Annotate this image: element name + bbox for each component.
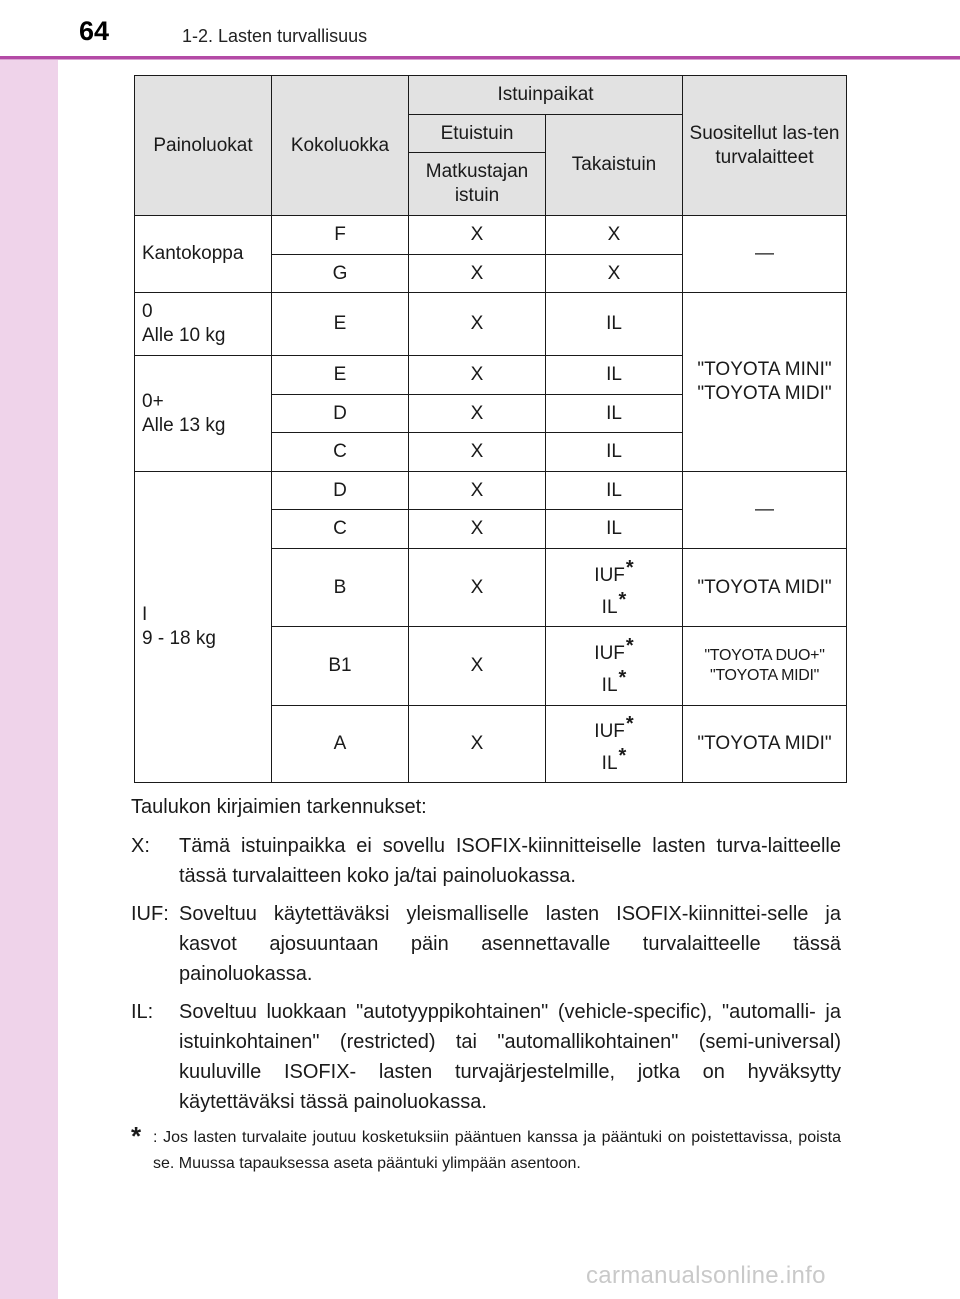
header-passenger-seat: Matkustajan istuin (409, 153, 546, 216)
size-cell: A (272, 706, 409, 783)
header-weight-class: Painoluokat (135, 76, 272, 216)
group-weight: 9 - 18 kg (142, 628, 216, 649)
note-key: IUF: (131, 903, 169, 925)
notes-intro: Taulukon kirjaimien tarkennukset: (131, 796, 427, 818)
recommended-cell: "TOYOTA MIDI" (683, 549, 847, 627)
table-row (135, 472, 847, 510)
footnote-mark: * (131, 1121, 142, 1151)
rear-seat-cell: X (546, 255, 683, 293)
rec-toyota-midi: "TOYOTA MIDI" (709, 667, 820, 684)
size-cell: F (272, 216, 409, 255)
header-size-class: Kokoluokka (272, 76, 409, 216)
group-label: 0+ (142, 390, 164, 412)
footnote-asterisk: * (618, 745, 627, 767)
header-seating-positions: Istuinpaikat (409, 76, 683, 115)
rear-seat-cell: IL (546, 510, 683, 549)
page-number: 64 (79, 16, 110, 46)
size-cell: E (272, 356, 409, 395)
footnote-asterisk: * (625, 713, 634, 736)
footnote-text: : Jos lasten turvalaite joutuu kosketuksiin pääntuen kanssa ja pääntuki on poistettavissa, poista se. Muussa tapauksessa aseta pääntuki ylimpään asentoon. (153, 1129, 841, 1172)
group-0 (135, 293, 272, 356)
footnote-asterisk: * (625, 556, 634, 579)
page-header (0, 0, 960, 57)
size-cell: D (272, 395, 409, 433)
note-item (131, 899, 841, 989)
note-key: IL: (131, 1001, 154, 1023)
group-label: 0 (142, 301, 153, 323)
group-weight: Alle 10 kg (142, 325, 226, 346)
front-seat-cell: X (409, 293, 546, 356)
rear-iuf: IUF (594, 564, 625, 586)
group-0-plus (135, 356, 272, 472)
note-key: X: (131, 835, 150, 857)
table-row (135, 216, 847, 255)
footnote-asterisk: * (625, 635, 634, 658)
size-cell: B1 (272, 627, 409, 706)
front-seat-cell: X (409, 706, 546, 783)
size-cell: E (272, 293, 409, 356)
rear-seat-cell: IL (546, 433, 683, 472)
rear-il: IL (601, 596, 618, 618)
header-recommended: Suositellut las-ten turvalaitteet (683, 76, 847, 216)
recommended-cell: — (683, 216, 847, 293)
front-seat-cell: X (409, 216, 546, 255)
front-seat-cell: X (409, 510, 546, 549)
footnote-asterisk: * (618, 588, 627, 611)
rear-il: IL (601, 675, 618, 696)
front-seat-cell: X (409, 433, 546, 472)
recommended-cell: "TOYOTA MIDI" (683, 706, 847, 783)
table-row (135, 293, 847, 356)
front-seat-cell: X (409, 395, 546, 433)
rear-iuf: IUF (594, 721, 625, 743)
legend-notes (131, 792, 841, 1177)
note-text: Tämä istuinpaikka ei sovellu ISOFIX-kiinnitteiselle lasten turva-laitteelle tässä turvalaitteen koko ja/tai painoluokassa. (179, 835, 841, 887)
front-seat-cell: X (409, 356, 546, 395)
page-sidebar (0, 0, 58, 1299)
recommended-cell: — (683, 472, 847, 549)
group-carrycot: Kantokoppa (135, 216, 272, 293)
rear-seat-cell: IL (546, 395, 683, 433)
header-front-seat: Etuistuin (409, 115, 546, 153)
note-text: Soveltuu luokkaan "autotyyppikohtainen" (vehicle-specific), "automalli- ja istuinkohtainen" (restricted) tai "automallikohtainen" (semi-universal) kuuluville ISOFIX- lasten turvajärjestelmille, jotka on hyväksytty käytettäväksi tässä painoluokassa. (179, 1001, 841, 1113)
rec-toyota-mini: "TOYOTA MINI" (697, 359, 832, 381)
rear-seat-cell: IL (546, 356, 683, 395)
recommended-cell (683, 293, 847, 472)
rear-il: IL (601, 753, 618, 774)
rec-toyota-midi: "TOYOTA MIDI" (697, 383, 832, 404)
size-cell: G (272, 255, 409, 293)
rear-iuf: IUF (594, 643, 625, 665)
front-seat-cell: X (409, 627, 546, 706)
rear-seat-cell: IL (546, 472, 683, 510)
header-rear-seat: Takaistuin (546, 115, 683, 216)
watermark: carmanualsonline.info (586, 1262, 826, 1289)
rear-seat-cell: X (546, 216, 683, 255)
group-label: I (142, 604, 148, 626)
chapter-title: 1-2. Lasten turvallisuus (182, 26, 368, 46)
size-cell: C (272, 433, 409, 472)
note-item (131, 997, 841, 1117)
note-item (131, 831, 841, 891)
rear-seat-cell (546, 706, 683, 783)
front-seat-cell: X (409, 255, 546, 293)
rear-seat-cell: IL (546, 293, 683, 356)
front-seat-cell: X (409, 472, 546, 510)
size-cell: C (272, 510, 409, 549)
group-1 (135, 472, 272, 783)
footnote-asterisk: * (618, 667, 627, 689)
seat-suitability-table (134, 75, 847, 783)
group-weight: Alle 13 kg (142, 414, 226, 436)
rec-toyota-duo: "TOYOTA DUO+" (704, 647, 825, 664)
front-seat-cell: X (409, 549, 546, 627)
size-cell: B (272, 549, 409, 627)
rear-seat-cell (546, 627, 683, 706)
note-text: Soveltuu käytettäväksi yleismalliselle lasten ISOFIX-kiinnittei-selle ja kasvot ajosuuntaan päin asennettavalle turvalaitteelle tässä painoluokassa. (179, 903, 841, 985)
recommended-cell (683, 627, 847, 706)
rear-seat-cell (546, 549, 683, 627)
footnote (131, 1121, 841, 1177)
size-cell: D (272, 472, 409, 510)
header-divider-thin (0, 59, 960, 60)
